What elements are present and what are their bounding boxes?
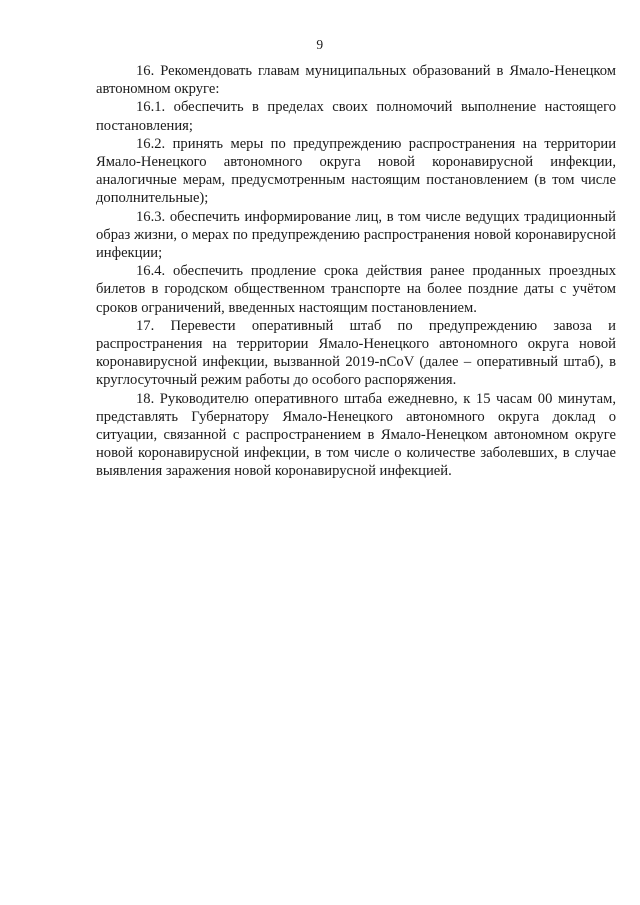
paragraph-16-2: 16.2. принять меры по предупреждению распространения на территории Ямало-Ненецкого автономного округа новой коронавирусной инфекции, аналогичные мерам, предусмотренным настоящим постановлением (в том числе дополнительные); [96, 135, 616, 207]
paragraph-18: 18. Руководителю оперативного штаба ежедневно, к 15 часам 00 минутам, представлять Губернатору Ямало-Ненецкого автономного округа доклад о ситуации, связанной с распространением в Ямало-Ненецком автономном округе новой коронавирусной инфекции, в том числе о количестве заболевших, в случае выявления заражения новой коронавирусной инфекцией. [96, 390, 616, 480]
paragraph-17: 17. Перевести оперативный штаб по предупреждению завоза и распространения на территории Ямало-Ненецкого автономного округа новой коронавирусной инфекции, вызванной 2019-nCoV (далее – оперативный штаб), в круглосуточный режим работы до особого распоряжения. [96, 317, 616, 389]
page-number: 9 [316, 37, 324, 52]
document-body [96, 62, 616, 481]
paragraph-16-1: 16.1. обеспечить в пределах своих полномочий выполнение настоящего постановления; [96, 99, 616, 134]
paragraph-16-3: 16.3. обеспечить информирование лиц, в том числе ведущих традиционный образ жизни, о мерах по предупреждению распространения новой коронавирусной инфекции; [96, 208, 616, 262]
paragraph-16-4: 16.4. обеспечить продление срока действия ранее проданных проездных билетов в городском общественном транспорте на более поздние даты с учётом сроков ограничений, введенных настоящим постановлением. [96, 263, 616, 316]
paragraph-16: 16. Рекомендовать главам муниципальных образований в Ямало-Ненецком автономном округе: [96, 63, 616, 98]
